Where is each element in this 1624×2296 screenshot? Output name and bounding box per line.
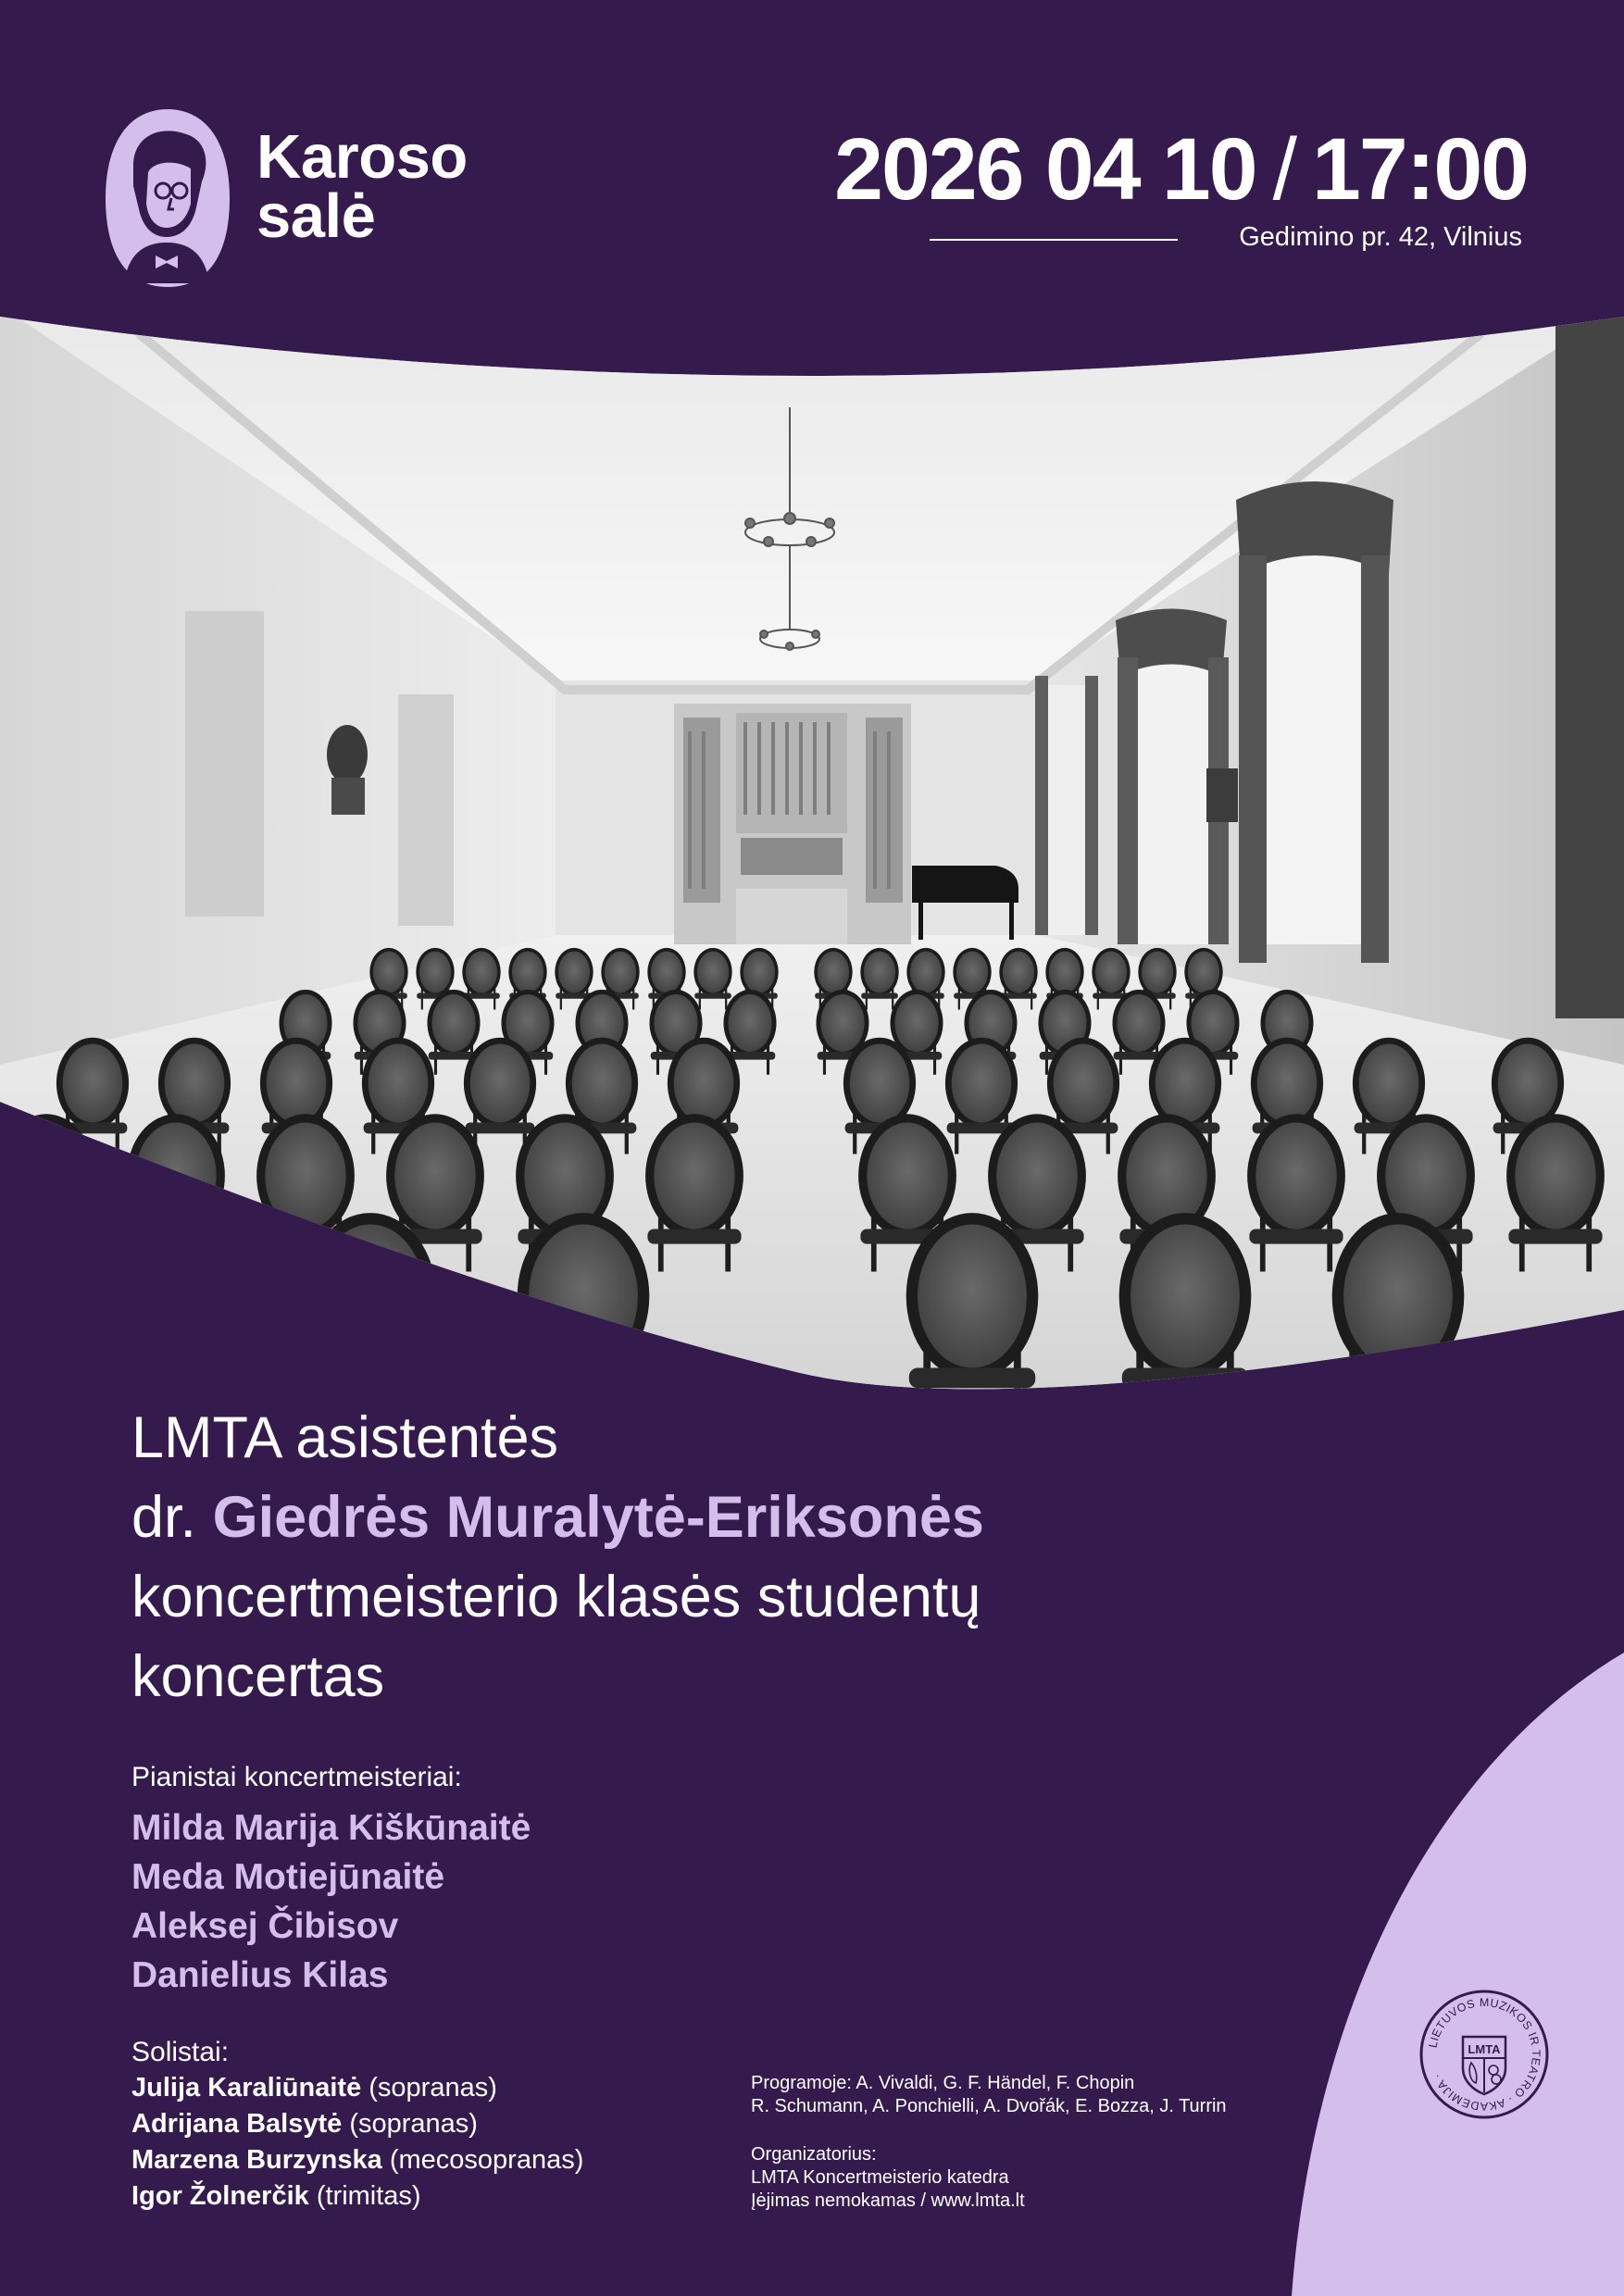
- lmta-seal-icon: [1418, 1989, 1550, 2120]
- seal-abbreviation: LMTA: [1468, 2042, 1501, 2056]
- pianists-label: Pianistai koncertmeisteriai:: [131, 1762, 462, 1792]
- seal-text: LIETUVOS MUZIKOS IR TEATRO · AKADEMIJA ·: [1426, 1995, 1543, 2114]
- venue-name-line2: salė: [256, 181, 376, 251]
- event-date-time: [834, 119, 1528, 220]
- soloists-label: Solistai:: [131, 2037, 230, 2067]
- date-time-separator: /: [1272, 120, 1296, 218]
- soloist-item: [131, 2178, 583, 2215]
- title-line-4: koncertas: [131, 1644, 385, 1709]
- pianist-name: Danielius Kilas: [131, 1955, 389, 1995]
- organizer-label: Organizatorius:: [751, 2144, 877, 2165]
- program-line-1: Programoje: A. Vivaldi, G. F. Händel, F. Chopin: [751, 2073, 1135, 2093]
- pianist-name: Milda Marija Kiškūnaitė: [131, 1808, 531, 1848]
- concert-title: [131, 1398, 1381, 1716]
- soloist-name: Julija Karaliūnaitė: [131, 2073, 362, 2103]
- title-line-1: LMTA asistentės: [131, 1405, 559, 1470]
- venue-name-line1: Karoso: [256, 122, 468, 192]
- composer-portrait-icon: [106, 107, 230, 289]
- venue-logo-text: [256, 122, 468, 251]
- soloists-list: [131, 2070, 583, 2215]
- title-line-3: koncertmeisterio klasės studentų: [131, 1565, 981, 1629]
- title-prefix: dr.: [131, 1485, 197, 1550]
- event-date: 2026 04 10: [834, 120, 1256, 218]
- event-time: 17:00: [1312, 120, 1528, 218]
- soloist-item: [131, 2106, 583, 2142]
- venue-address: Gedimino pr. 42, Vilnius: [1239, 222, 1522, 252]
- pianist-name: Aleksej Čibisov: [131, 1906, 399, 1946]
- teacher-name: Giedrės Muralytė-Eriksonės: [212, 1485, 984, 1550]
- address-divider: [930, 239, 1178, 241]
- organizer-name: LMTA Koncertmeisterio katedra: [751, 2167, 1009, 2188]
- soloist-item: [131, 2070, 583, 2106]
- entry-website: Įėjimas nemokamas / www.lmta.lt: [751, 2190, 1025, 2211]
- soloist-name: Igor Žolnerčik: [131, 2181, 309, 2211]
- soloist-role: (mecosopranas): [389, 2145, 584, 2175]
- soloist-role: (trimitas): [316, 2181, 421, 2211]
- program-line-2: R. Schumann, A. Ponchielli, A. Dvořák, E. Bozza, J. Turrin: [751, 2096, 1227, 2116]
- program-info: [751, 2072, 1227, 2118]
- soloist-role: (sopranas): [369, 2073, 497, 2103]
- soloist-item: [131, 2142, 583, 2178]
- soloist-name: Adrijana Balsytė: [131, 2109, 343, 2139]
- soloist-name: Marzena Burzynska: [131, 2145, 382, 2175]
- pianist-name: Meda Motiejūnaitė: [131, 1857, 445, 1897]
- organizer-info: [751, 2143, 1025, 2213]
- pianists-list: [131, 1803, 531, 2000]
- title-line-2: [131, 1478, 1381, 1557]
- soloist-role: (sopranas): [349, 2109, 478, 2139]
